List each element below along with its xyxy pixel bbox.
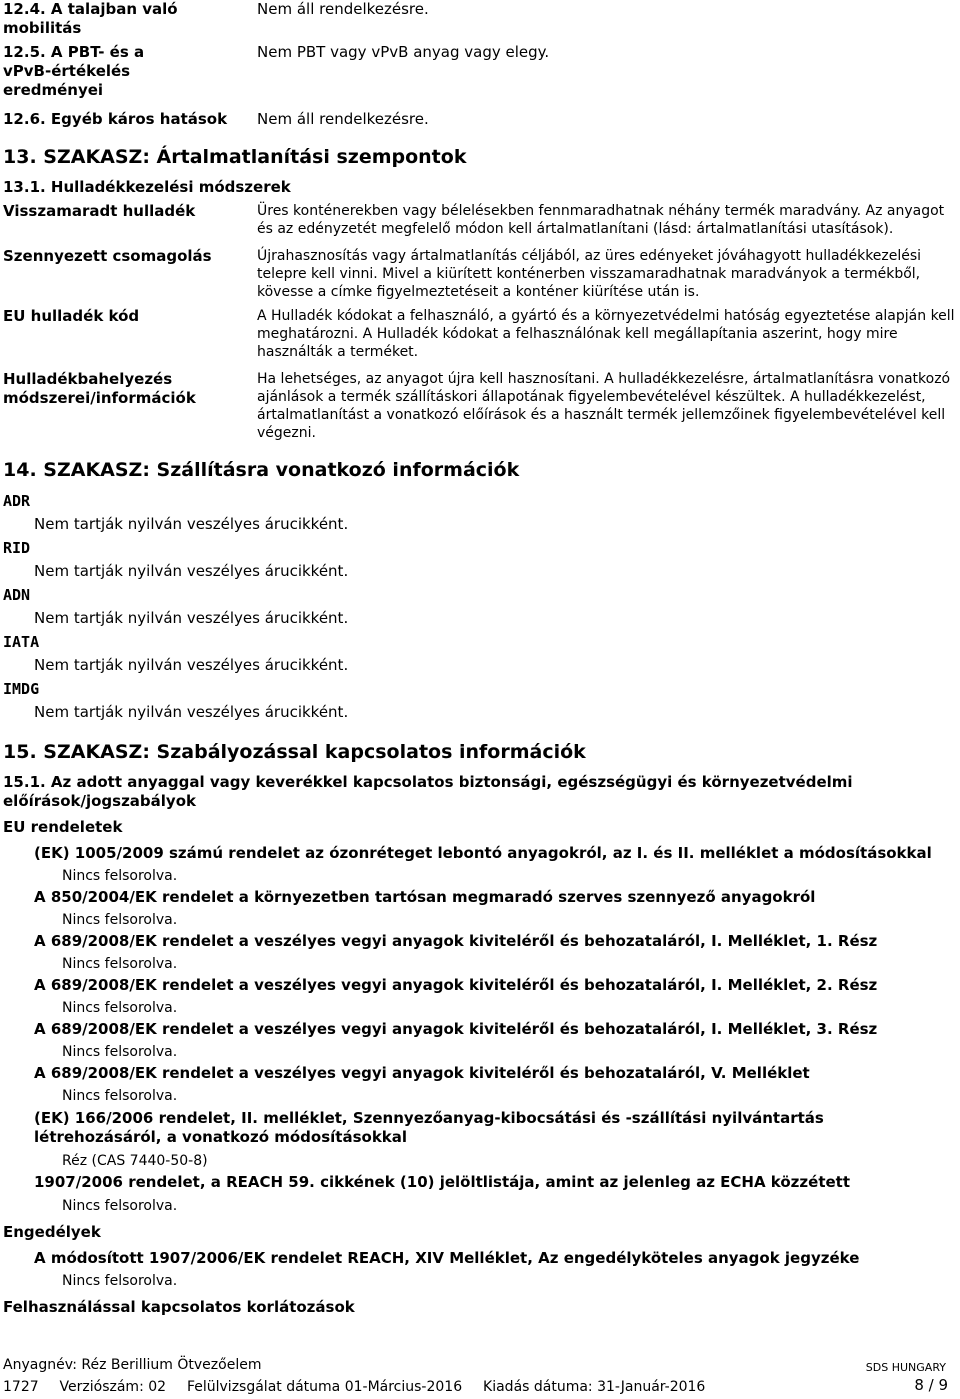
s15-title: 15. SZAKASZ: Szabályozással kapcsolatos információk — [3, 741, 586, 763]
transport-status: Nem tartják nyilván veszélyes árucikként. — [34, 656, 349, 674]
s13-row-label: Visszamaradt hulladék — [3, 202, 196, 220]
s13-row-text: Ha lehetséges, az anyagot újra kell hasznosítani. A hulladékkezelésre, ártalmatlanításra vonatkozó ajánlások a termék szállításkori állapotának figyelembevételével készültek. A hulladékkezelést, ártalmatlanítást a vonatkozó előírások és a használt termék jellemzőinek figyelembevételével kell végezni. — [257, 371, 951, 441]
eu-regs-heading: EU rendeletek — [3, 818, 123, 836]
s13-row-label: EU hulladék kód — [3, 307, 140, 325]
transport-status: Nem tartják nyilván veszélyes árucikként. — [34, 562, 349, 580]
s14-title: 14. SZAKASZ: Szállításra vonatkozó információk — [3, 459, 520, 481]
transport-code: IMDG — [3, 680, 40, 698]
reg-value: Nincs felsorolva. — [62, 1198, 178, 1214]
reg-title: A 689/2008/EK rendelet a veszélyes vegyi anyagok kiviteléről és behozataláról, V. Melléklet — [34, 1064, 810, 1082]
authorisations-heading: Engedélyek — [3, 1223, 101, 1241]
transport-code: ADR — [3, 492, 31, 510]
reg-title: (EK) 166/2006 rendelet, II. melléklet, Szennyezőanyag-kibocsátási és -szállítási nyilvántartás létrehozásáról, a vonatkozó módosításokkal — [34, 1109, 824, 1146]
s12-6-label: 12.6. Egyéb káros hatások — [3, 110, 228, 128]
reg-value: Nincs felsorolva. — [62, 868, 178, 884]
reach-annex-xiv-value: Nincs felsorolva. — [62, 1273, 178, 1289]
reg-title: 1907/2006 rendelet, a REACH 59. cikkének (10) jelöltlistája, amint az jelenleg az ECHA közzétett — [34, 1173, 850, 1191]
reg-title: (EK) 1005/2009 számú rendelet az ózonréteget lebontó anyagokról, az I. és II. melléklet a módosításokkal — [34, 844, 932, 862]
transport-code: RID — [3, 539, 31, 557]
transport-status: Nem tartják nyilván veszélyes árucikként. — [34, 515, 349, 533]
s12-5-value: Nem PBT vagy vPvB anyag vagy elegy. — [257, 43, 550, 61]
s12-4-label: 12.4. A talajban való mobilitás — [3, 0, 178, 37]
s15-sub: 15.1. Az adott anyaggal vagy keverékkel kapcsolatos biztonsági, egészségügyi és környezetvédelmi előírások/jogszabályok — [3, 773, 853, 810]
reg-value: Nincs felsorolva. — [62, 1088, 178, 1104]
s13-row-label: Hulladékbahelyezés módszerei/információk — [3, 370, 196, 407]
footer-revision: Felülvizsgálat dátuma 01-Március-2016 — [186, 1379, 463, 1395]
footer-page-number: 8 / 9 — [914, 1376, 948, 1394]
reg-value: Nincs felsorolva. — [62, 1000, 178, 1016]
reg-value: Nincs felsorolva. — [62, 1044, 178, 1060]
s13-sub: 13.1. Hulladékkezelési módszerek — [3, 178, 291, 196]
s13-title: 13. SZAKASZ: Ártalmatlanítási szempontok — [3, 146, 467, 168]
s12-5-label: 12.5. A PBT- és a vPvB-értékelés eredményei — [3, 43, 145, 99]
s12-6-value: Nem áll rendelkezésre. — [257, 110, 429, 128]
footer-version: Verziószám: 02 — [59, 1379, 167, 1395]
footer-meta — [3, 1379, 705, 1395]
footer-code: 1727 — [3, 1379, 39, 1395]
reg-value: Réz (CAS 7440-50-8) — [62, 1153, 208, 1169]
footer-region: SDS HUNGARY — [865, 1361, 946, 1374]
restrictions-heading: Felhasználással kapcsolatos korlátozások — [3, 1298, 355, 1316]
s13-row-text: Üres konténerekben vagy bélelésekben fennmaradhatnak néhány termék maradvány. Az anyagot és az edényzetét megfelelő módon kell ártalmatlanítani (lásd: ártalmatlanítási utasítások). — [257, 203, 945, 237]
s13-row-label: Szennyezett csomagolás — [3, 247, 212, 265]
reg-title: A 850/2004/EK rendelet a környezetben tartósan megmaradó szerves szennyező anyagokról — [34, 888, 816, 906]
transport-code: ADN — [3, 586, 31, 604]
reg-title: A 689/2008/EK rendelet a veszélyes vegyi anyagok kiviteléről és behozataláról, I. Melléklet, 2. Rész — [34, 976, 878, 994]
transport-code: IATA — [3, 633, 40, 651]
transport-status: Nem tartják nyilván veszélyes árucikként. — [34, 609, 349, 627]
s13-row-text: Újrahasznosítás vagy ártalmatlanítás céljából, az üres edényeket jóváhagyott hulladékkezelési telepre kell vinni. Mivel a kiürített konténerben visszamaradhatnak maradványok a termékből, kövesse a címke figyelmeztetéseit a konténer kiürítése után is. — [257, 248, 922, 300]
reg-value: Nincs felsorolva. — [62, 956, 178, 972]
footer-issue: Kiadás dátuma: 31-Január-2016 — [483, 1379, 706, 1395]
reg-value: Nincs felsorolva. — [62, 912, 178, 928]
transport-status: Nem tartják nyilván veszélyes árucikként. — [34, 703, 349, 721]
footer-product: Anyagnév: Réz Berillium Ötvezőelem — [3, 1357, 262, 1373]
s13-row-text: A Hulladék kódokat a felhasználó, a gyártó és a környezetvédelmi hatóság egyeztetése alapján kell meghatározni. A Hulladék kódokat a felhasználónak kell megállapítania aszerint, hogy mire használták a terméket. — [257, 308, 955, 360]
reach-annex-xiv-title: A módosított 1907/2006/EK rendelet REACH, XIV Melléklet, Az engedélyköteles anyagok jegyzéke — [34, 1249, 860, 1267]
s12-4-value: Nem áll rendelkezésre. — [257, 0, 429, 18]
reg-title: A 689/2008/EK rendelet a veszélyes vegyi anyagok kiviteléről és behozataláról, I. Melléklet, 1. Rész — [34, 932, 878, 950]
reg-title: A 689/2008/EK rendelet a veszélyes vegyi anyagok kiviteléről és behozataláról, I. Melléklet, 3. Rész — [34, 1020, 878, 1038]
